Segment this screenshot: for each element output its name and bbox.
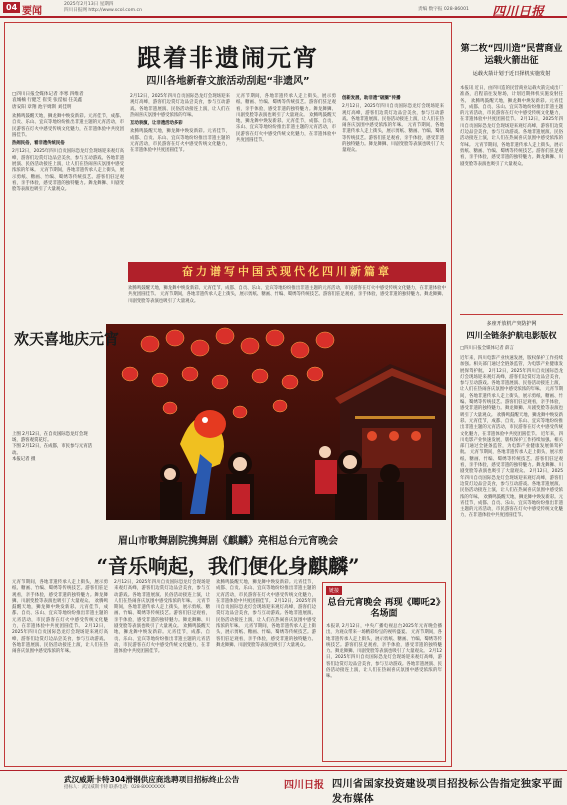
article-paragraph: 欢腾鸣鼓醒天地，狮龙舞中焕发新彩。元宵佳节，成都、自贡、乐山、宜宾等地纷纷推出非遗主题的元宵活动，市民游客在灯火中感受传统文化魅力，在非遗体验中共度团圆佳节。 (128, 286, 446, 298)
article-paragraph: 元宵节期间，各地非遗传承人走上街头，展示剪纸、糖画、竹编、蜀绣等传统技艺。游客们驻足观看，亲手体验，感受非遗的独特魅力。舞龙舞狮、川剧变脸等表演也吸引了大量观众。 (460, 387, 563, 418)
festival-photo (10, 324, 446, 520)
header-meta (64, 2, 142, 14)
footer-ad-slogan: 四川省国家投资建设项目招投标公告指定独家平面发布媒体 (332, 779, 563, 805)
masthead-logo: 四川日报 (492, 5, 545, 20)
byline: 袁城楠 行健芝 崔雯 张滢福 任美鑫 (12, 98, 83, 104)
page-number: 04 (3, 2, 20, 13)
article-paragraph: 2月12日，2025年四川自贡国际恐龙灯会现场迎来观灯高峰，游客们边赏灯边品尝美食，参与互动游戏。各地非遗展演、民俗活动接连上演，让人们在热闹喜庆氛围中感受浓浓的年味。 (12, 149, 124, 174)
article-paragraph: 2月12日，2025年四川自贡国际恐龙灯会现场迎来观灯高峰，游客们边赏灯边品尝美食，参与互动游戏。各地非遗展演、民俗活动接连上演，让人们在热闹喜庆氛围中感受浓浓的年味。 (216, 598, 317, 630)
main-headline: 跟着非遗闹元宵 (137, 43, 319, 72)
caption-line: 下图 2月12日，在成都，市民参与元宵活动。 (12, 444, 93, 456)
article-paragraph: 元宵节期间，各地非遗传承人走上街头，展示剪纸、糖画、竹编、蜀绣等传统技艺。游客们驻足观看，亲手体验，感受非遗的独特魅力。舞龙舞狮、川剧变脸等表演也吸引了大量观众。 (460, 142, 563, 167)
caption-credit: 本报记者 摄 (12, 456, 36, 462)
article-paragraph: 欢腾鸣鼓醒天地，狮龙舞中焕发新彩。元宵佳节，成都、自贡、乐山、宜宾等地纷纷推出非遗主题的元宵活动，市民游客在灯火中感受传统文化魅力，在非遗体验中共度团圆佳节。 (130, 129, 230, 154)
photo-caption (12, 432, 96, 463)
story2-column-3 (216, 580, 316, 764)
article-paragraph: 欢腾鸣鼓醒天地，狮龙舞中焕发新彩。元宵佳节，成都、自贡、乐山、宜宾等地纷纷推出非遗主题的元宵活动，市民游客在灯火中感受传统文化魅力，在非遗体验中共度团圆佳节。 (216, 580, 316, 604)
photo-title: 欢天喜地庆元宵 (14, 330, 120, 348)
section-heading: 创新发展，助非遗“破圈”传播 (342, 96, 401, 101)
article-paragraph: 元宵节期间，各地非遗传承人走上街头，展示剪纸、糖画、竹编、蜀绣等传统技艺。游客们驻足观看，亲手体验，感受非遗的独特魅力。舞龙舞狮、川剧变脸等表演也吸引了大量观众。 (236, 94, 336, 118)
article-paragraph: 元宵节期间，各地非遗传承人走上街头，展示剪纸、糖画、竹编、蜀绣等传统技艺。游客们驻足观看，亲手体验，感受非遗的独特魅力。舞龙舞狮、川剧变脸等表演也吸引了大量观众。 (128, 292, 446, 304)
section-heading: 热闹民俗，看非遗传统民俗 (12, 141, 65, 147)
festival-photo-illustration (10, 324, 446, 520)
story2-column-2 (114, 580, 210, 764)
article-paragraph: 元宵节期间，各地非遗传承人走上街头，展示剪纸、糖画、竹编、蜀绣等传统技艺。游客们驻足观看，亲手体验，感受非遗的独特魅力。舞龙舞狮、川剧变脸等表演也吸引了大量观众。 (326, 630, 442, 655)
article-paragraph: 2月12日，2025年四川自贡国际恐龙灯会现场迎来观灯高峰，游客们边赏灯边品尝美食，参与互动游戏。各地非遗展演、民俗活动接连上演，让人们在热闹喜庆氛围中感受浓浓的年味。 (12, 624, 108, 655)
article-paragraph: 元宵节期间，各地非遗传承人走上街头，展示剪纸、糖画、竹编、蜀绣等传统技艺。游客们驻足观看，亲手体验，感受非遗的独特魅力。舞龙舞狮、川剧变脸等表演也吸引了大量观众。 (12, 168, 124, 193)
article-paragraph: 元宵节期间，各地非遗传承人走上街头，展示剪纸、糖画、竹编、蜀绣等传统技艺。游客们驻足观看，亲手体验，感受非遗的独特魅力。舞龙舞狮、川剧变脸等表演也吸引了大量观众。 (460, 450, 563, 475)
footer-brand: 四川日报 (284, 780, 324, 791)
main-bylines (12, 92, 132, 111)
article-paragraph: 欢腾鸣鼓醒天地，狮龙舞中焕发新彩。元宵佳节，成都、自贡、乐山、宜宾等地纷纷推出非遗主题的元宵活动，市民游客在灯火中感受传统文化魅力，在非遗体验中共度团圆佳节。 (114, 624, 210, 655)
article-column-lower (128, 286, 446, 320)
article-paragraph: 2月12日，2025年四川自贡国际恐龙灯会现场迎来观灯高峰，游客们边赏灯边品尝美食，参与互动游戏。各地非遗展演、民俗活动接连上演，让人们在热闹喜庆氛围中感受浓浓的年味。 (130, 94, 230, 118)
article-paragraph: 欢腾鸣鼓醒天地，狮龙舞中焕发新彩。元宵佳节，成都、自贡、乐山、宜宾等地纷纷推出非遗主题的元宵活动，市民游客在灯火中感受传统文化魅力，在非遗体验中共度团圆佳节。 (12, 598, 108, 630)
article-paragraph: 2月12日，2025年四川自贡国际恐龙灯会现场迎来观灯高峰，游客们边赏灯边品尝美食，参与互动游戏。各地非遗展演、民俗活动接连上演，让人们在热闹喜庆氛围中感受浓浓的年味。 (460, 368, 563, 393)
section-name: 要闻 (22, 6, 42, 17)
column-divider (460, 314, 563, 315)
copyright-byline: □四川日报全媒体记者 薛言 (460, 346, 514, 351)
article-paragraph: 2月12日，2025年四川自贡国际恐龙灯会现场迎来观灯高峰，游客们边赏灯边品尝美食，参与互动游戏。各地非遗展演、民俗活动接连上演，让人们在热闹喜庆氛围中感受浓浓的年味。 (342, 104, 444, 129)
article-paragraph: 2月12日，2025年四川自贡国际恐龙灯会现场迎来观灯高峰，游客们边赏灯边品尝美食，参与互动游戏。各地非遗展演、民俗活动接连上演，让人们在热闹喜庆氛围中感受浓浓的年味。 (114, 580, 210, 604)
header-date: 2025年2月13日 星期四 (64, 2, 114, 7)
byline: □四川日报全媒体记者 李寒 四维者 (12, 92, 84, 97)
article-paragraph: 欢腾鸣鼓醒天地，狮龙舞中焕发新彩。元宵佳节，成都、自贡、乐山、宜宾等地纷纷推出非遗主题的元宵活动，市民游客在灯火中感受传统文化魅力，在非遗体验中共度团圆佳节。 (236, 112, 336, 144)
footer-notice-title: 武汉威斯卡特304滑钢供应商选聘项目招标终止公告 (64, 775, 240, 784)
article-paragraph: 本报讯 近日，由四川造的民营商业运载火箭完成出厂准备，启程前往发射场，计划近期择机实施发射任务。 (460, 86, 563, 104)
section-heading: 互动表演，让非遗活动多彩 (130, 121, 183, 127)
story2-kicker: 眉山市歌舞剧院携舞剧《麒麟》亮相总台元宵晚会 (118, 536, 338, 547)
sidebar-label: 链接 (326, 586, 342, 595)
rocket-article (460, 86, 563, 308)
article-paragraph: 近年来，四川电影产业快速发展，版权保护工作持续加强。相关部门通过全链条监管，为电影产业健康发展保驾护航。 (460, 431, 563, 456)
copyright-headline: 四川全链条护航电影版权 (466, 330, 557, 340)
rocket-headline: 第二枚“四川造”民营商业运载火箭出征 (460, 44, 563, 66)
sidebar-body (326, 624, 442, 760)
article-paragraph: 欢腾鸣鼓醒天地，狮龙舞中焕发新彩。元宵佳节，成都、自贡、乐山、宜宾等地纷纷推出非遗主题的元宵活动，市民游客在灯火中感受传统文化魅力，在非遗体验中共度团圆佳节。 (460, 98, 563, 123)
article-paragraph: 2月12日，2025年四川自贡国际恐龙灯会现场迎来观灯高峰，游客们边赏灯边品尝美食，参与互动游戏。各地非遗展演、民俗活动接连上演，让人们在热闹喜庆氛围中感受浓浓的年味。 (460, 117, 563, 148)
article-column-2 (130, 94, 230, 258)
article-paragraph: 近年来，四川电影产业快速发展，版权保护工作持续加强。相关部门通过全链条监管，为电影产业健康发展保驾护航。 (460, 356, 563, 374)
article-paragraph: 本报讯 2月12日，中央广播电视总台2025年元宵晚会播出，为观众带来一场精彩纷呈的视听盛宴。 (326, 624, 442, 636)
article-paragraph: 元宵节期间，各地非遗传承人走上街头，展示剪纸、糖画、竹编、蜀绣等传统技艺。游客们驻足观看，亲手体验，感受非遗的独特魅力。舞龙舞狮、川剧变脸等表演也吸引了大量观众。 (12, 580, 108, 604)
story2-column-1 (12, 580, 108, 764)
copyright-article (460, 356, 563, 764)
article-column-4 (342, 94, 444, 258)
article-paragraph: 2月12日，2025年四川自贡国际恐龙灯会现场迎来观灯高峰，游客们边赏灯边品尝美食，参与互动游戏。各地非遗展演、民俗活动接连上演，让人们在热闹喜庆氛围中感受浓浓的年味。 (326, 649, 442, 680)
article-column-3 (236, 94, 336, 258)
caption-line: 上图 2月12日，在自贡国际恐龙灯会现场，游客观赏花灯。 (12, 432, 88, 444)
story2-headline: “音乐响起，我们便化身麒麟” (96, 554, 360, 578)
article-paragraph: 元宵节期间，各地非遗传承人走上街头，展示剪纸、糖画、竹编、蜀绣等传统技艺。游客们驻足观看，亲手体验，感受非遗的独特魅力。舞龙舞狮、川剧变脸等表演也吸引了大量观众。 (114, 598, 210, 630)
article-paragraph: 欢腾鸣鼓醒天地，狮龙舞中焕发新彩。元宵佳节，成都、自贡、乐山、宜宾等地纷纷推出非遗主题的元宵活动，市民游客在灯火中感受传统文化魅力，在非遗体验中共度团圆佳节。 (12, 114, 124, 138)
article-paragraph: 2月12日，2025年四川自贡国际恐龙灯会现场迎来观灯高峰，游客们边赏灯边品尝美食，参与互动游戏。各地非遗展演、民俗活动接连上演，让人们在热闹喜庆氛围中感受浓浓的年味。 (460, 469, 563, 500)
article-column-1 (12, 114, 124, 318)
footer-notice-sub: 招标人：武汉威斯卡特 联系电话：028-8XXXXXXX (64, 785, 166, 790)
sidebar-title: 总台元宵晚会 再现《唧吒2》名场面 (327, 598, 441, 619)
article-paragraph: 元宵节期间，各地非遗传承人走上街头，展示剪纸、糖画、竹编、蜀绣等传统技艺。游客们驻足观看，亲手体验，感受非遗的独特魅力。舞龙舞狮、川剧变脸等表演也吸引了大量观众。 (342, 123, 444, 154)
article-paragraph: 欢腾鸣鼓醒天地，狮龙舞中焕发新彩。元宵佳节，成都、自贡、乐山、宜宾等地纷纷推出非遗主题的元宵活动，市民游客在灯火中感受传统文化魅力，在非遗体验中共度团圆佳节。 (460, 412, 563, 437)
slogan-banner: 奋力谱写中国式现代化四川新篇章 (128, 262, 446, 282)
article-paragraph: 元宵节期间，各地非遗传承人走上街头，展示剪纸、糖画、竹编、蜀绣等传统技艺。游客们驻足观看，亲手体验，感受非遗的独特魅力。舞龙舞狮、川剧变脸等表演也吸引了大量观众。 (216, 624, 316, 648)
main-subheadline: 四川各地新春文旅活动刮起“非遗风” (146, 76, 310, 87)
header-editor: 四川日报网 http://www.scol.com.cn (64, 8, 142, 13)
byline: 唐安阳 章翔 池宇姆斯 刘佳明 (12, 104, 72, 110)
rocket-subheadline: 运载火箭计划于近日择机实施发射 (472, 71, 551, 77)
copyright-kicker: 多座开放机产突防护网 (486, 321, 537, 327)
article-paragraph: 欢腾鸣鼓醒天地，狮龙舞中焕发新彩。元宵佳节，成都、自贡、乐山、宜宾等地纷纷推出非遗主题的元宵活动，市民游客在灯火中感受传统文化魅力，在非遗体验中共度团圆佳节。 (460, 494, 563, 519)
header-right-meta: 责编 数字报 028-86001 (418, 7, 469, 12)
